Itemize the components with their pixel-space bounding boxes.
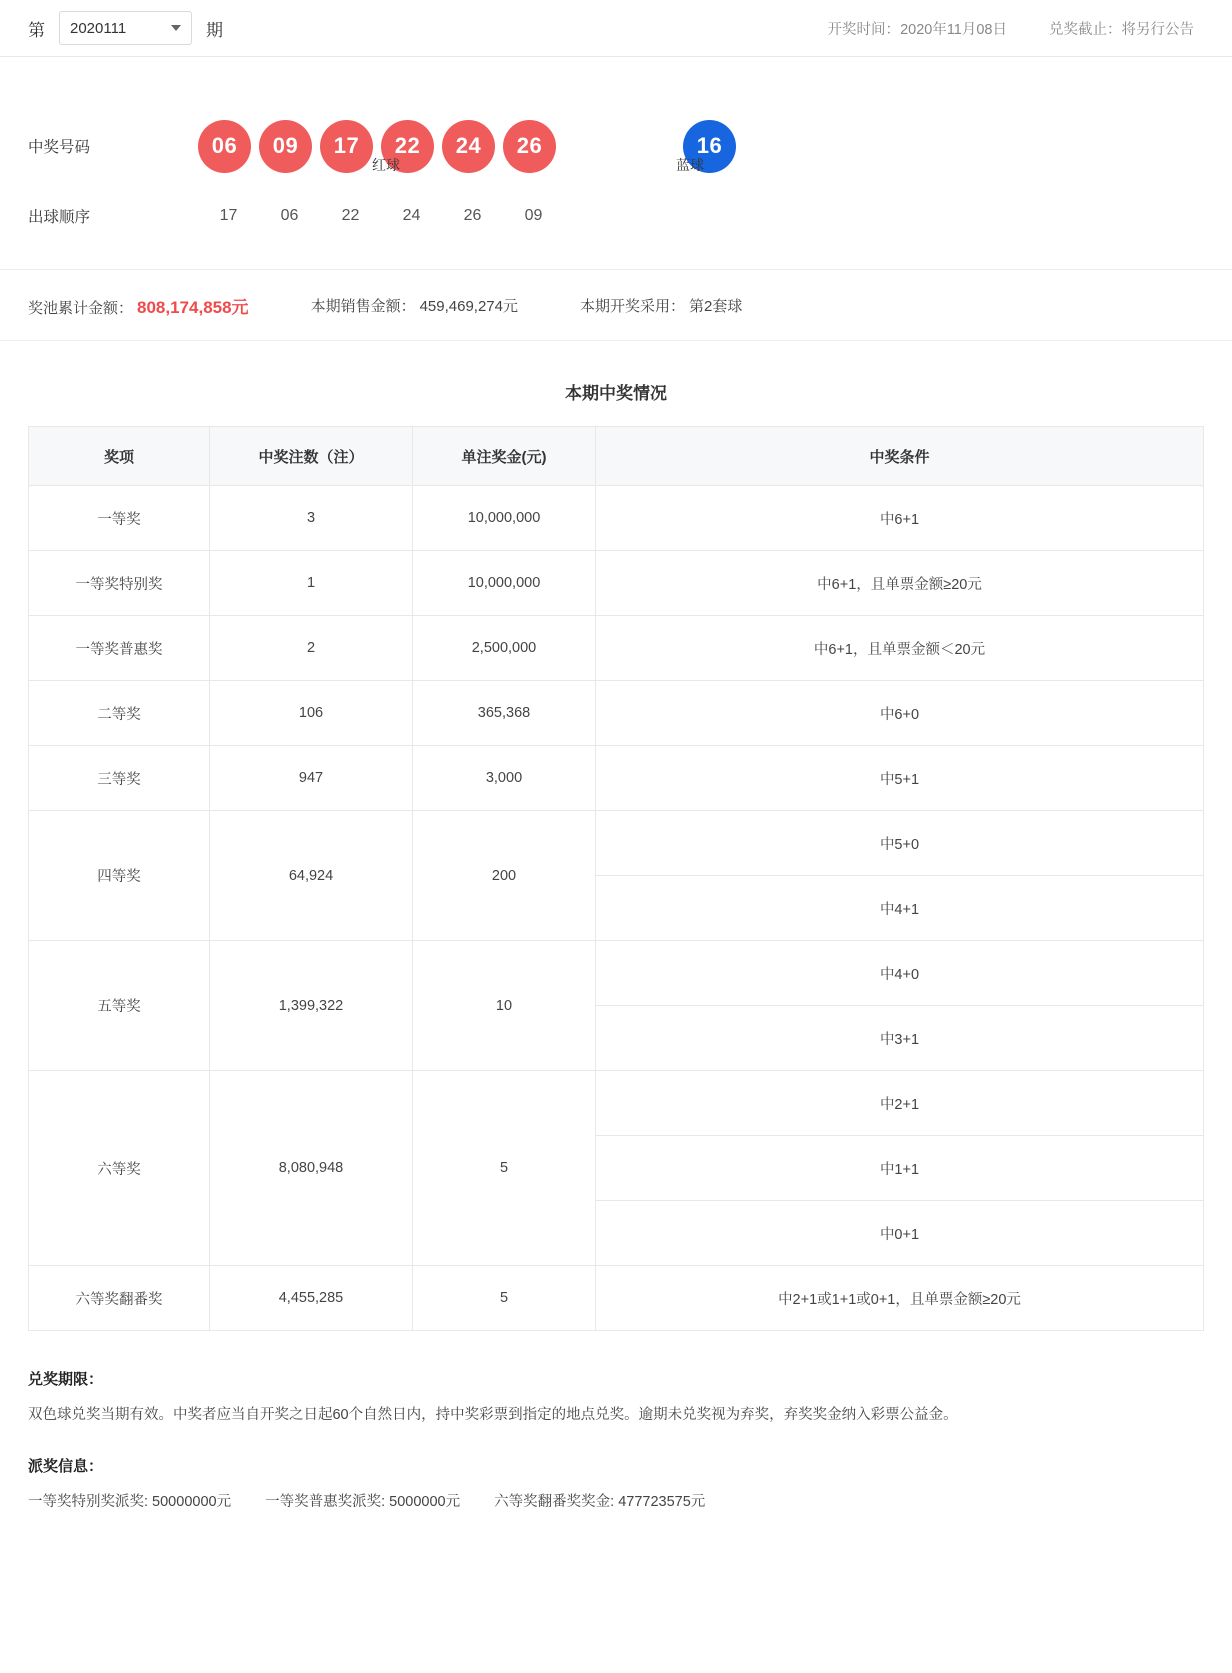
sales-amount-label: 本期销售金额： <box>310 297 416 315</box>
prize-count: 2 <box>210 616 413 681</box>
prize-condition: 中3+1 <box>596 1006 1204 1071</box>
col-header-count: 中奖注数（注） <box>210 427 413 486</box>
payout-item: 一等奖普惠奖派奖: 5000000元 <box>265 1494 461 1510</box>
sales-amount-value: 459,469,274元 <box>419 297 518 315</box>
prize-amount: 10,000,000 <box>413 486 596 551</box>
pool-amount-value: 808,174,858元 <box>137 297 249 317</box>
prize-name: 一等奖 <box>29 486 210 551</box>
red-ball: 26 <box>503 120 556 173</box>
prize-condition: 中6+1，且单票金额＜20元 <box>596 616 1204 681</box>
prize-name: 六等奖 <box>29 1071 210 1266</box>
table-row <box>29 616 1204 681</box>
pool-amount <box>28 293 249 318</box>
prize-amount: 10,000,000 <box>413 551 596 616</box>
numbers-block <box>0 57 1232 270</box>
prize-count: 1 <box>210 551 413 616</box>
red-ball: 17 <box>320 120 373 173</box>
prize-name: 二等奖 <box>29 681 210 746</box>
table-row <box>29 811 1204 876</box>
claim-period-text: 双色球兑奖当期有效。中奖者应当自开奖之日起60个自然日内，持中奖彩票到指定的地点兑奖。逾期未兑奖视为弃奖，弃奖奖金纳入彩票公益金。 <box>28 1407 958 1423</box>
issue-suffix-label: 期 <box>206 20 223 40</box>
ball-set-value: 第2套球 <box>689 297 743 315</box>
prize-amount: 2,500,000 <box>413 616 596 681</box>
draw-order-number: 26 <box>463 207 482 224</box>
draw-time-label: 开奖时间： <box>827 21 901 38</box>
table-header-row <box>29 427 1204 486</box>
prize-count: 947 <box>210 746 413 811</box>
topbar-meta <box>828 18 1204 39</box>
draw-time-value: 2020年11月08日 <box>900 21 1007 38</box>
payout-info-title: 派奖信息： <box>28 1458 104 1475</box>
table-row <box>29 941 1204 1006</box>
prize-count: 106 <box>210 681 413 746</box>
red-ball: 24 <box>442 120 495 173</box>
prize-amount: 365,368 <box>413 681 596 746</box>
pool-amount-label: 奖池累计金额： <box>28 299 134 317</box>
prize-condition: 中5+0 <box>596 811 1204 876</box>
blue-ball: 16 <box>683 120 736 173</box>
blue-ball-column-head: 蓝球 <box>676 157 704 173</box>
table-row <box>29 1071 1204 1136</box>
prize-amount: 10 <box>413 941 596 1071</box>
ball-set <box>580 295 742 316</box>
ball-set-label: 本期开奖采用： <box>580 297 686 315</box>
prize-count: 4,455,285 <box>210 1266 413 1331</box>
prize-name: 一等奖特别奖 <box>29 551 210 616</box>
prize-condition: 中5+1 <box>596 746 1204 811</box>
draw-order-number: 06 <box>280 207 299 224</box>
issue-prefix-label: 第 <box>28 20 45 40</box>
prize-table <box>28 426 1204 1331</box>
draw-order-values <box>198 207 564 225</box>
draw-order-number: 09 <box>524 207 543 224</box>
red-ball: 09 <box>259 120 312 173</box>
issue-select[interactable] <box>59 11 192 45</box>
draw-order-number: 22 <box>341 207 360 224</box>
prize-amount: 200 <box>413 811 596 941</box>
prize-condition: 中4+1 <box>596 876 1204 941</box>
red-ball-column-head: 红球 <box>372 157 400 173</box>
prize-condition: 中6+0 <box>596 681 1204 746</box>
red-ball: 06 <box>198 120 251 173</box>
payout-info-line <box>28 1488 1204 1517</box>
issue-select-value: 2020111 <box>70 19 127 37</box>
prize-condition: 中0+1 <box>596 1201 1204 1266</box>
issue-selector-group <box>28 11 223 45</box>
prize-name: 六等奖翻番奖 <box>29 1266 210 1331</box>
draw-order-row <box>28 185 1204 247</box>
prize-condition: 中4+0 <box>596 941 1204 1006</box>
table-row <box>29 681 1204 746</box>
prize-condition: 中6+1，且单票金额≥20元 <box>596 551 1204 616</box>
draw-order-number: 24 <box>402 207 421 224</box>
prize-condition: 中6+1 <box>596 486 1204 551</box>
page-title: 本期中奖情况 <box>565 384 667 403</box>
table-row <box>29 486 1204 551</box>
red-ball: 22 <box>381 120 434 173</box>
draw-time <box>828 18 1007 39</box>
prize-count: 3 <box>210 486 413 551</box>
winning-numbers-row <box>28 107 1204 185</box>
prize-condition: 中2+1或1+1或0+1，且单票金额≥20元 <box>596 1266 1204 1331</box>
col-header-amount: 单注奖金(元) <box>413 427 596 486</box>
claim-deadline-label: 兑奖截止： <box>1049 21 1122 38</box>
draw-order-number: 17 <box>219 207 238 224</box>
notes-section <box>0 1331 1232 1569</box>
prize-name: 一等奖普惠奖 <box>29 616 210 681</box>
prize-name: 三等奖 <box>29 746 210 811</box>
prize-amount: 5 <box>413 1266 596 1331</box>
sales-amount <box>311 295 518 316</box>
prize-count: 1,399,322 <box>210 941 413 1071</box>
col-header-condition: 中奖条件 <box>596 427 1204 486</box>
prize-table-wrap <box>0 426 1232 1331</box>
prize-name: 五等奖 <box>29 941 210 1071</box>
table-row <box>29 746 1204 811</box>
chevron-down-icon <box>171 25 181 31</box>
draw-order-label: 出球顺序 <box>28 209 91 226</box>
prize-name: 四等奖 <box>29 811 210 941</box>
claim-period-title: 兑奖期限： <box>28 1371 104 1388</box>
prize-count: 64,924 <box>210 811 413 941</box>
prize-condition: 中2+1 <box>596 1071 1204 1136</box>
claim-deadline-value: 将另行公告 <box>1121 21 1194 38</box>
table-row <box>29 1266 1204 1331</box>
topbar <box>0 0 1232 57</box>
table-row <box>29 551 1204 616</box>
prize-count: 8,080,948 <box>210 1071 413 1266</box>
winning-numbers-label: 中奖号码 <box>28 139 91 156</box>
col-header-prize: 奖项 <box>29 427 210 486</box>
claim-deadline <box>1049 18 1194 39</box>
prize-amount: 5 <box>413 1071 596 1266</box>
prize-condition: 中1+1 <box>596 1136 1204 1201</box>
pool-info-bar <box>0 270 1232 341</box>
payout-item: 六等奖翻番奖奖金: 477723575元 <box>494 1494 706 1510</box>
prize-amount: 3,000 <box>413 746 596 811</box>
payout-item: 一等奖特别奖派奖: 50000000元 <box>28 1494 232 1510</box>
